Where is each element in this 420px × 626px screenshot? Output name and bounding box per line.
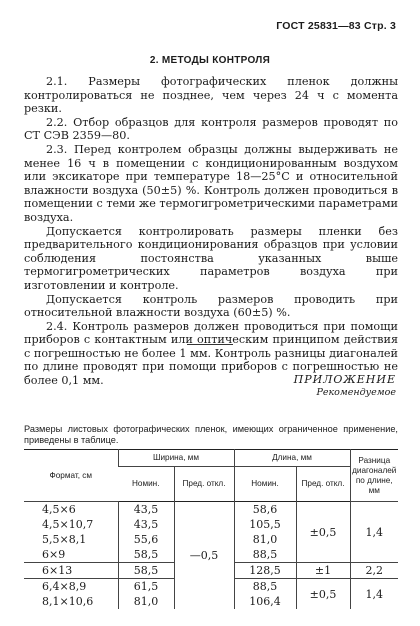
header-format: Формат, см xyxy=(24,450,118,502)
table-row xyxy=(24,502,398,518)
appendix-heading xyxy=(294,373,396,398)
film-sizes-table xyxy=(24,449,398,609)
section-body xyxy=(24,75,398,388)
cell-format: 5,5×8,1 xyxy=(42,533,87,546)
cell-format: 6×13 xyxy=(24,563,118,579)
page-number: Стр. 3 xyxy=(363,20,396,32)
cell-width: 55,6 xyxy=(118,532,174,547)
cell-diagonal: 1,4 xyxy=(350,579,398,610)
section-divider xyxy=(187,344,233,345)
cell-width: 43,5 xyxy=(118,502,174,518)
header-length-tolerance: Пред. откл. xyxy=(296,467,350,502)
header-width-nominal: Номин. xyxy=(132,479,160,488)
cell-width-tolerance: —0,5 xyxy=(174,502,234,610)
standard-number: ГОСТ 25831—83 xyxy=(276,20,361,32)
cell-format: 4,5×6 xyxy=(42,503,76,516)
paragraph: 2.1. Размеры фотографических пленок должны контролироваться не позднее, чем через 24 ч с момента резки. xyxy=(24,75,398,116)
table-caption: Размеры листовых фотографических пленок, имеющих ограниченное применение, приведены в таблице. xyxy=(24,424,398,446)
cell-length-tolerance: ±0,5 xyxy=(296,502,350,563)
cell-length: 81,0 xyxy=(234,532,296,547)
cell-length-tolerance: ±1 xyxy=(296,563,350,579)
header-length-nominal: Номин. xyxy=(234,467,296,502)
page-header xyxy=(276,20,396,32)
appendix-subtitle: Рекомендуемое xyxy=(316,387,396,398)
paragraph: 2.4. Контроль размеров должен проводиться при помощи приборов с контактным или оптическим принципом действия с погрешностью не более 1 мм. Контроль разницы диагоналей по длине проводят при помощи приборов с погрешностью не более 0,1 мм. xyxy=(24,319,398,388)
cell-width: 43,5 xyxy=(118,517,174,532)
cell-width: 81,0 xyxy=(118,594,174,609)
cell-format: 8,1×10,6 xyxy=(42,595,94,608)
header-diagonal: Разница диагоналей по длине, мм xyxy=(350,450,398,502)
paragraph: 2.2. Отбор образцов для контроля размеров проводят по СТ СЭВ 2359—80. xyxy=(24,115,398,143)
cell-width: 61,5 xyxy=(118,579,174,595)
cell-format: 6×9 xyxy=(42,548,66,561)
cell-width: 58,5 xyxy=(118,547,174,563)
cell-length: 128,5 xyxy=(234,563,296,579)
cell-length: 105,5 xyxy=(234,517,296,532)
header-width-tolerance: Пред. откл. xyxy=(174,467,234,502)
cell-width: 58,5 xyxy=(118,563,174,579)
cell-format: 6,4×8,9 xyxy=(24,579,118,595)
cell-length-tolerance: ±0,5 xyxy=(296,579,350,610)
cell-diagonal: 1,4 xyxy=(350,502,398,563)
appendix-title: ПРИЛОЖЕНИЕ xyxy=(293,373,396,386)
cell-format: 4,5×10,7 xyxy=(42,518,94,531)
cell-length: 58,6 xyxy=(234,502,296,518)
paragraph: Допускается контроль размеров проводить при относительной влажности воздуха (60±5) %. xyxy=(24,292,398,320)
section-title: 2. МЕТОДЫ КОНТРОЛЯ xyxy=(149,55,271,66)
header-length: Длина, мм xyxy=(234,450,350,467)
cell-length: 88,5 xyxy=(234,547,296,563)
cell-diagonal: 2,2 xyxy=(350,563,398,579)
cell-length: 88,5 xyxy=(234,579,296,595)
header-width: Ширина, мм xyxy=(118,450,234,467)
cell-length: 106,4 xyxy=(234,594,296,609)
paragraph: Допускается контролировать размеры пленки без предварительного кондиционирования образцов при условии соблюдения постоянства указанных выше термогигрометрических параметров воздуха при изготовлении и контроле. xyxy=(24,224,398,292)
paragraph: 2.3. Перед контролем образцы должны выдерживать не менее 16 ч в помещении с кондиционированным воздухом или эксикаторе при температуре 18—25°C и относительной влажности воздуха (50±5) %. Контроль должен проводиться в помещении с теми же термогигрометрическими параметрами воздуха. xyxy=(24,142,398,224)
